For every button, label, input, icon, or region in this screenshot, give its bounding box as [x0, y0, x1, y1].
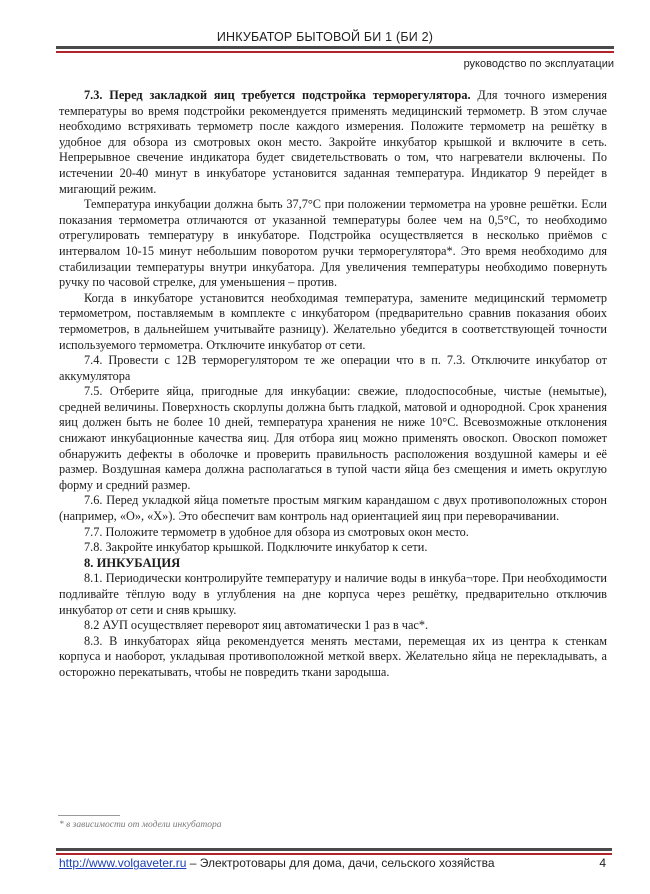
- header-divider: [56, 46, 614, 55]
- paragraph-8-2: 8.2 АУП осуществляет переворот яиц автоматически 1 раз в час*.: [84, 618, 429, 633]
- paragraph-7-5: 7.5. Отберите яйца, пригодные для инкубации: свежие, плодоспособные, чистые (немытые), средней величины. Поверхность скорлупы должна быть гладкой, матовой и однородной. Срок хранения яиц должен быть не более 10 дней, температура хранения не ниже 10°С. Всевозможные отклонения снижают инкубационные качества яиц. Для отбора яиц можно применять овоскоп. Овоскоп поможет обнаружить дефекты в оболочке и проверить правильность расположения воздушной камеры и её размер. Воздушная камера должна располагаться в тупой части яйца без смещения и иметь округлую форму и средний размер.: [59, 384, 607, 492]
- header-divider-red-line: [56, 51, 614, 53]
- page-content: [59, 88, 607, 681]
- document-header-subtitle: руководство по эксплуатации: [463, 58, 614, 70]
- paragraph-7-8: 7.8. Закройте инкубатор крышкой. Подключите инкубатор к сети.: [84, 540, 428, 555]
- paragraph-8-3: 8.3. В инкубаторах яйца рекомендуется менять местами, перемещая их из центра к стенкам корпуса и наоборот, укладывая противоположной меткой вверх. Желательно яйца не перекладывать, а осторожно перекатывать, чтобы не повредить ткани зародыша.: [59, 633, 607, 679]
- paragraph-8-1: 8.1. Периодически контролируйте температуру и наличие воды в инкуба¬торе. При необходимости подливайте тёплую воду в углубления на дне корпуса через решётку, предварительно отключив инкубатор от сети и сняв крышку.: [59, 571, 607, 617]
- paragraph-incubation-temperature: Температура инкубации должна быть 37,7°С при положении термометра на уровне решётки. Если показания термометра отличаются от указанной температуры более чем на 0,5°С, то необходимо отрегулировать температуру в инкубаторе. Подстройка осуществляется в несколько приёмов с интервалом 10-15 минут небольшим поворотом ручки терморегулятора*. Это время необходимо для стабилизации температуры внутри инкубатора. Для увеличения температуры необходимо повернуть ручку по часовой стрелке, для уменьшения – против.: [59, 197, 607, 290]
- paragraph-thermometer-replace: Когда в инкубаторе установится необходимая температура, замените медицинский термометр термометром, поставляемым в комплекте с инкубатором (предварительно сравнив показания обоих термометров, в дальнейшем учитывайте разницу). Желательно убедится в соответствующей точности используемого термометра. Отключите инкубатор от сети.: [59, 290, 607, 352]
- footnote: * в зависимости от модели инкубатора: [59, 820, 222, 830]
- footer-divider-red-line: [56, 853, 612, 855]
- footer-tagline: – Электротовары для дома, дачи, сельского хозяйства: [186, 856, 495, 870]
- page-footer: [59, 856, 495, 870]
- paragraph-7-3-heading: 7.3. Перед закладкой яиц требуется подстройка терморегулятора.: [84, 88, 471, 102]
- header-divider-dark-line: [56, 46, 614, 49]
- paragraph-7-3: [59, 88, 607, 197]
- section-8-title: 8. ИНКУБАЦИЯ: [84, 555, 181, 570]
- document-header-title: ИНКУБАТОР БЫТОВОЙ БИ 1 (БИ 2): [216, 30, 434, 44]
- page-number: 4: [599, 856, 606, 870]
- paragraph-7-4: 7.4. Провести с 12В терморегулятором те же операции что в п. 7.3. Отключите инкубатор от аккумулятора: [59, 353, 607, 383]
- footer-divider: [56, 848, 612, 855]
- website-link[interactable]: http://www.volgaveter.ru: [59, 856, 187, 870]
- footnote-divider: [58, 815, 120, 816]
- footer-divider-dark-line: [56, 848, 612, 851]
- paragraph-7-3-body: Для точного измерения температуры во время подстройки рекомендуется применять медицинский термометр. В этом случае необходимо встряхивать термометр после каждого измерения. Положите термометр на решётку в удобное для обзора из смотровых окон место. Закройте инкубатор крышкой и включите в сеть. Непрерывное свечение индикатора будет свидетельствовать о том, что нагреватели включены. По истечении 20-40 минут в инкубаторе установится заданная температура. Индикатор 9 перейдет в мигающий режим.: [59, 88, 607, 196]
- paragraph-7-6: 7.6. Перед укладкой яйца пометьте простым мягким карандашом с двух противоположных сторон (например, «О», «Х»). Это обеспечит вам контроль над ориентацией яиц при переворачивании.: [59, 493, 607, 524]
- paragraph-7-7: 7.7. Положите термометр в удобное для обзора из смотровых окон место.: [84, 524, 469, 539]
